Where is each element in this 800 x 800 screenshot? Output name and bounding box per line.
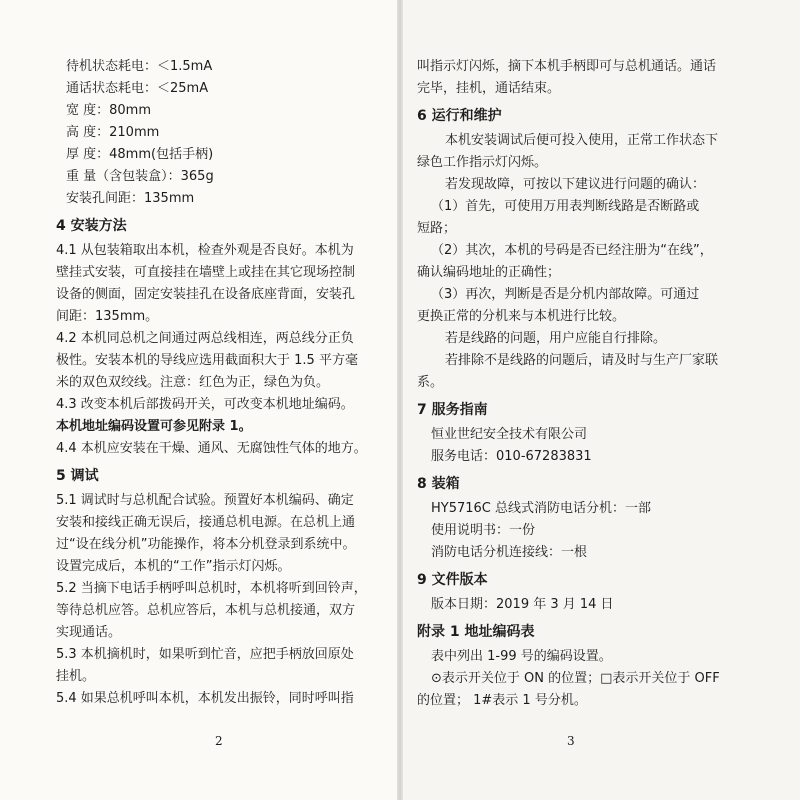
section-7-line: 服务电话：010-67283831 — [431, 449, 592, 464]
section-5-line: 5.3 本机摘机时，如果听到忙音，应把手柄放回原处 — [56, 647, 354, 662]
section-5-heading: 5 调试 — [56, 468, 99, 484]
section-6-line: 系。 — [417, 375, 444, 390]
right-column — [417, 56, 747, 712]
section-4-line: 极性。安装本机的导线应选用截面积大于 1.5 平方毫 — [56, 353, 358, 368]
section-4-line: 间距：135mm。 — [56, 309, 159, 324]
appendix-1-line: 表中列出 1-99 号的编码设置。 — [431, 649, 612, 664]
section-4-line: 4.3 改变本机后部拨码开关，可改变本机地址编码。 — [56, 397, 354, 412]
left-column — [56, 56, 388, 710]
section-6-line: 更换正常的分机来与本机进行比较。 — [417, 309, 626, 324]
spec-hole-spacing: 安装孔间距：135mm — [66, 191, 195, 206]
appendix-1-line: 的位置； 1#表示 1 号分机。 — [417, 693, 587, 708]
section-8-heading: 8 装箱 — [417, 476, 460, 492]
spec-height: 高 度：210mm — [66, 125, 160, 140]
section-6-line: （2）其次，本机的号码是否已经注册为“在线”， — [431, 243, 713, 258]
section-4-heading: 4 安装方法 — [56, 218, 127, 234]
section-5-line: 5.2 当摘下电话手柄呼叫总机时，本机将听到回铃声， — [56, 581, 367, 596]
section-6-line: 若发现故障，可按以下建议进行问题的确认： — [445, 177, 706, 192]
section-5-line: 安装和接线正确无误后，接通总机电源。在总机上通 — [56, 515, 356, 530]
section-9-line: 版本日期：2019 年 3 月 14 日 — [431, 597, 614, 612]
section-6-line: 本机安装调试后便可投入使用，正常工作状态下 — [445, 133, 719, 148]
spec-call-power: 通话状态耗电：＜25mA — [66, 81, 209, 96]
section-5-line: 设置完成后，本机的“工作”指示灯闪烁。 — [56, 559, 291, 574]
section-4-line: 4.1 从包装箱取出本机，检查外观是否良好。本机为 — [56, 243, 354, 258]
section-4-line: 米的双色双绞线。注意：红色为正，绿色为负。 — [56, 375, 330, 390]
section-8-line: 消防电话分机连接线：一根 — [431, 545, 588, 560]
spec-weight: 重 量（含包装盒）：365g — [66, 169, 214, 184]
section-4-line: 本机地址编码设置可参见附录 1。 — [56, 419, 252, 434]
section-5-line: 挂机。 — [56, 669, 96, 684]
section-4-line: 4.4 本机应安装在干燥、通风、无腐蚀性气体的地方。 — [56, 441, 367, 456]
section-6-line: （1）首先，可使用万用表判断线路是否断路或 — [431, 199, 700, 214]
continued-line: 叫指示灯闪烁，摘下本机手柄即可与总机通话。通话 — [417, 59, 717, 74]
book-gutter — [397, 0, 403, 800]
page-number-left: 2 — [215, 734, 223, 748]
section-4-line: 设备的侧面，固定安装挂孔在设备底座背面，安装孔 — [56, 287, 356, 302]
page-number-right: 3 — [567, 734, 575, 748]
section-8-line: HY5716C 总线式消防电话分机：一部 — [431, 501, 652, 516]
section-6-line: 短路； — [417, 221, 457, 236]
appendix-1-heading: 附录 1 地址编码表 — [417, 624, 535, 640]
section-6-heading: 6 运行和维护 — [417, 108, 502, 124]
section-4-line: 壁挂式安装，可直接挂在墙壁上或挂在其它现场控制 — [56, 265, 356, 280]
section-5-line: 实现通话。 — [56, 625, 122, 640]
spec-standby-power: 待机状态耗电：＜1.5mA — [66, 59, 213, 74]
section-8-line: 使用说明书：一份 — [431, 523, 536, 538]
spec-thickness: 厚 度：48mm(包括手柄) — [66, 147, 214, 162]
section-6-line: 绿色工作指示灯闪烁。 — [417, 155, 548, 170]
section-4-line: 4.2 本机同总机之间通过两总线相连，两总线分正负 — [56, 331, 354, 346]
continued-line: 完毕，挂机，通话结束。 — [417, 81, 561, 96]
section-5-line: 5.1 调试时与总机配合试验。预置好本机编码、确定 — [56, 493, 354, 508]
section-6-line: 若是线路的问题，用户应能自行排除。 — [445, 331, 667, 346]
spec-width: 宽 度：80mm — [66, 103, 152, 118]
appendix-1-line: ⊙表示开关位于 ON 的位置；□表示开关位于 OFF — [431, 671, 720, 686]
section-9-heading: 9 文件版本 — [417, 572, 488, 588]
section-5-line: 等待总机应答。总机应答后，本机与总机接通，双方 — [56, 603, 356, 618]
section-5-line: 过“设在线分机”功能操作，将本分机登录到系统中。 — [56, 537, 356, 552]
section-6-line: 确认编码地址的正确性； — [417, 265, 561, 280]
section-6-line: （3）再次，判断是否是分机内部故障。可通过 — [431, 287, 700, 302]
section-7-heading: 7 服务指南 — [417, 402, 488, 418]
section-5-line: 5.4 如果总机呼叫本机，本机发出振铃，同时呼叫指 — [56, 691, 354, 706]
section-7-line: 恒业世纪安全技术有限公司 — [431, 427, 588, 442]
section-6-line: 若排除不是线路的问题后，请及时与生产厂家联 — [445, 353, 719, 368]
